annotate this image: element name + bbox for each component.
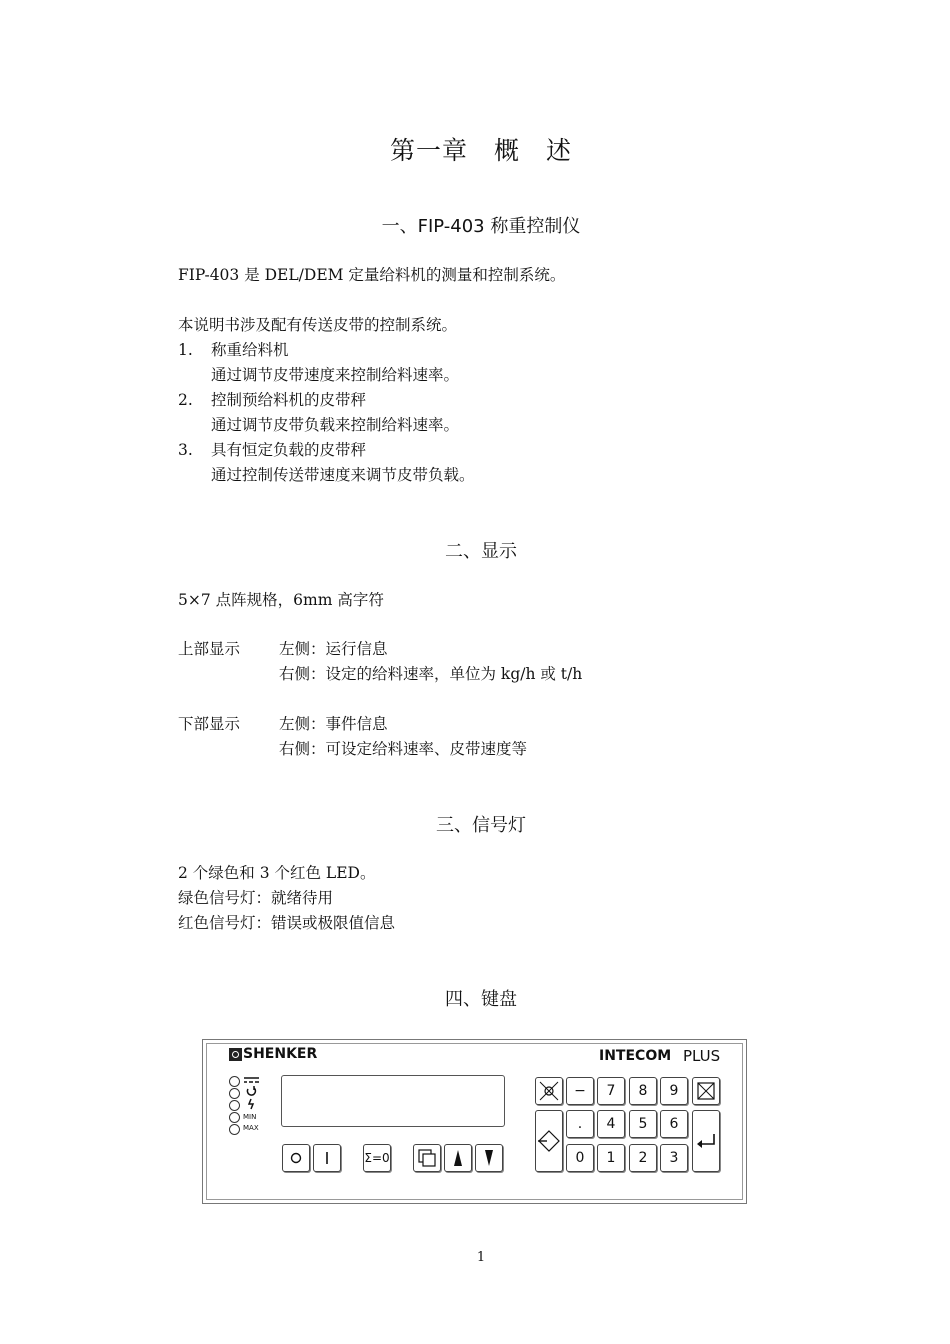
red-led-desc: 红色信号灯：错误或极限值信息 [178, 914, 396, 932]
dot-key[interactable]: . [566, 1110, 594, 1138]
upper-display-label: 上部显示 [178, 640, 241, 658]
key-3[interactable]: 3 [660, 1144, 688, 1172]
enter-icon [695, 1133, 717, 1149]
list-item-title: 称重给料机 [211, 341, 289, 359]
upper-display-right: 右侧：设定的给料速率，单位为 kg/h 或 t/h [279, 665, 583, 683]
cross-icon [538, 1080, 560, 1102]
section-2-heading: 二、显示 [445, 541, 517, 562]
key-4[interactable]: 4 [597, 1110, 625, 1138]
led-indicator [229, 1124, 240, 1135]
led-indicator [229, 1112, 240, 1123]
section-1-lead: 本说明书涉及配有传送皮带的控制系统。 [178, 316, 458, 334]
key-7[interactable]: 7 [597, 1077, 625, 1105]
lower-display-label: 下部显示 [178, 715, 241, 733]
key-9[interactable]: 9 [660, 1077, 688, 1105]
off-icon [290, 1152, 302, 1164]
list-item-title: 控制预给料机的皮带秤 [211, 391, 367, 409]
led-count: 2 个绿色和 3 个红色 LED。 [178, 864, 376, 882]
display-screen [281, 1075, 505, 1127]
section-1-heading: 一、FIP-403 称重控制仪 [381, 216, 581, 237]
enter-key[interactable] [692, 1110, 720, 1172]
clear-box-icon [696, 1081, 716, 1101]
down-key[interactable] [475, 1144, 503, 1172]
up-key[interactable] [444, 1144, 472, 1172]
upper-display-left: 左侧：运行信息 [279, 640, 388, 658]
led-label-max: MAX [243, 1124, 259, 1132]
on-key[interactable] [313, 1144, 341, 1172]
sum-reset-key[interactable]: Σ=0 [363, 1144, 391, 1172]
section-3-heading: 三、信号灯 [436, 815, 526, 836]
lower-display-right: 右侧：可设定给料速率、皮带速度等 [279, 740, 528, 758]
led-indicator [229, 1076, 240, 1087]
back-key[interactable] [535, 1110, 563, 1172]
led-label-min: MIN [243, 1113, 257, 1121]
led-symbols-icon [243, 1075, 261, 1111]
section-4-heading: 四、键盘 [445, 989, 517, 1010]
key-6[interactable]: 6 [660, 1110, 688, 1138]
led-indicator [229, 1100, 240, 1111]
chapter-title: 第一章 概 述 [389, 136, 572, 165]
brand-shenker: SHENKER [243, 1046, 318, 1062]
list-item-number: 3. [178, 441, 193, 459]
list-item-desc: 通过调节皮带速度来控制给料速率。 [211, 366, 460, 384]
list-item-number: 1. [178, 341, 193, 359]
list-item-desc: 通过控制传送带速度来调节皮带负载。 [211, 466, 475, 484]
key-0[interactable]: 0 [566, 1144, 594, 1172]
clear-key[interactable] [692, 1077, 720, 1105]
section-1-intro: FIP-403 是 DEL/DEM 定量给料机的测量和控制系统。 [178, 266, 566, 284]
on-icon [321, 1151, 333, 1165]
green-led-desc: 绿色信号灯：就绪待用 [178, 889, 334, 907]
back-arrow-icon [537, 1129, 561, 1153]
lower-display-left: 左侧：事件信息 [279, 715, 388, 733]
key-8[interactable]: 8 [629, 1077, 657, 1105]
arrow-down-icon [483, 1149, 495, 1167]
delete-key[interactable] [535, 1077, 563, 1105]
off-key[interactable] [282, 1144, 310, 1172]
minus-key[interactable]: − [566, 1077, 594, 1105]
list-item-title: 具有恒定负载的皮带秤 [211, 441, 367, 459]
list-item-number: 2. [178, 391, 193, 409]
brand-intecom: INTECOM [599, 1048, 672, 1064]
page-number: 1 [476, 1250, 486, 1265]
display-spec: 5×7 点阵规格，6mm 高字符 [178, 591, 384, 609]
brand-plus: PLUS [683, 1047, 721, 1065]
key-1[interactable]: 1 [597, 1144, 625, 1172]
copy-key[interactable] [413, 1144, 441, 1172]
logo-icon [229, 1048, 242, 1061]
copy-icon [417, 1148, 437, 1168]
led-indicator [229, 1088, 240, 1099]
arrow-up-icon [452, 1149, 464, 1167]
key-5[interactable]: 5 [629, 1110, 657, 1138]
key-2[interactable]: 2 [629, 1144, 657, 1172]
list-item-desc: 通过调节皮带负载来控制给料速率。 [211, 416, 460, 434]
